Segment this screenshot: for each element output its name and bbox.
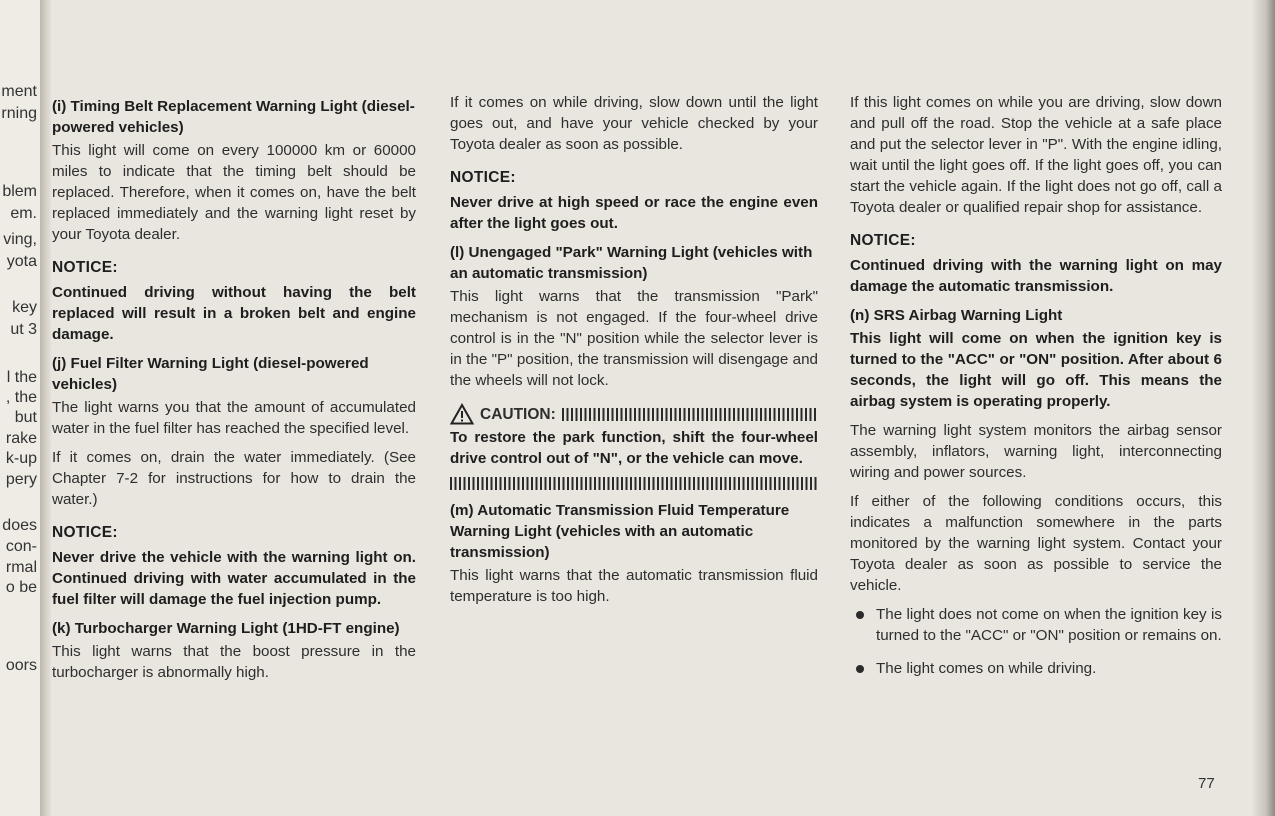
- margin-fragment: rake: [5, 430, 37, 447]
- caution-text: To restore the park function, shift the four-wheel drive control out of "N", or the vehicle can move.: [450, 429, 818, 467]
- malfunction-conditions-intro: If either of the following conditions occurs, this indicates a malfunction somewhere in the parts monitored by the warning light system. Contact your Toyota dealer as soon as possible to service the vehicle.: [850, 493, 1222, 594]
- turbocharger-body: This light warns that the boost pressure in the turbocharger is abnormally high.: [52, 643, 416, 681]
- fuel-filter-heading: (j) Fuel Filter Warning Light (diesel-powered vehicles): [52, 355, 369, 393]
- coolant-continuation-text: If it comes on while driving, slow down until the light goes out, and have your vehicle checked by your Toyota dealer as soon as possible.: [450, 94, 818, 153]
- caution-end-rule: [450, 477, 818, 490]
- turbocharger-heading: (k) Turbocharger Warning Light (1HD-FT engine): [52, 620, 400, 637]
- timing-belt-heading: (i) Timing Belt Replacement Warning Light (diesel-powered vehicles): [52, 98, 415, 136]
- column-2: [450, 92, 818, 615]
- srs-airbag-heading: (n) SRS Airbag Warning Light: [850, 307, 1063, 324]
- margin-fragment: ving,: [3, 231, 37, 248]
- column-1: [52, 92, 416, 691]
- malfunction-conditions-list: [850, 604, 1222, 679]
- warning-triangle-icon: [450, 403, 474, 425]
- notice-label: NOTICE:: [52, 259, 118, 276]
- srs-airbag-bold-text: This light will come on when the ignition key is turned to the "ACC" or "ON" position. After about 6 seconds, the light will go off. This means the airbag system is operating properly.: [850, 330, 1222, 410]
- margin-fragment: yota: [6, 253, 37, 270]
- page-number: 77: [1198, 775, 1215, 792]
- notice-label: NOTICE:: [450, 169, 516, 186]
- notice-label: NOTICE:: [850, 232, 916, 249]
- margin-fragment: rning: [1, 105, 37, 122]
- margin-fragment: blem: [2, 183, 37, 200]
- atf-temperature-heading: (m) Automatic Transmission Fluid Temperature Warning Light (vehicles with an automatic transmission): [450, 502, 790, 561]
- atf-temperature-body: This light warns that the automatic transmission fluid temperature is too high.: [450, 567, 818, 605]
- margin-fragment: o be: [5, 579, 37, 596]
- timing-belt-body: This light will come on every 100000 km or 60000 miles to indicate that the timing belt should be replaced. Therefore, when it comes on, have the belt replaced immediately and the warning light reset by your Toyota dealer.: [52, 142, 416, 243]
- margin-fragment: con-: [5, 538, 37, 555]
- margin-fragment: rmal: [5, 559, 37, 576]
- list-item: The light does not come on when the ignition key is turned to the "ACC" or "ON" position or remains on.: [850, 604, 1222, 646]
- margin-fragment: , the: [5, 389, 37, 406]
- previous-page-edge: [0, 0, 42, 816]
- margin-fragment: does: [2, 517, 37, 534]
- margin-fragment: l the: [6, 369, 37, 386]
- fuel-filter-instructions: If it comes on, drain the water immediately. (See Chapter 7-2 for instructions for how to drain the water.): [52, 449, 416, 508]
- margin-fragment: pery: [5, 471, 37, 488]
- margin-fragment: key: [12, 299, 37, 316]
- margin-fragment: ut 3: [10, 321, 37, 338]
- notice-text: Continued driving without having the belt replaced will result in a broken belt and engine damage.: [52, 284, 416, 343]
- notice-text: Never drive the vehicle with the warning light on. Continued driving with water accumulated in the fuel filter will damage the fuel injection pump.: [52, 549, 416, 608]
- margin-fragment: ment: [1, 83, 37, 100]
- column-3: [850, 92, 1222, 691]
- park-warning-body: This light warns that the transmission "Park" mechanism is not engaged. If the four-wheel drive control is in the "N" position while the selector lever is in the "P" position, the transmission will disengage and the wheels will not lock.: [450, 288, 818, 389]
- notice-label: NOTICE:: [52, 524, 118, 541]
- park-warning-heading: (l) Unengaged "Park" Warning Light (vehicles with an automatic transmission): [450, 244, 813, 282]
- margin-fragment: oors: [5, 657, 37, 674]
- notice-text: Continued driving with the warning light on may damage the automatic transmission.: [850, 257, 1222, 295]
- atf-instructions-text: If this light comes on while you are driving, slow down and pull off the road. Stop the vehicle at a safe place and put the selector lever in "P". With the engine idling, wait until the light goes off. If the light goes off, you can start the vehicle again. If the light does not go off, call a Toyota dealer or qualified repair shop for assistance.: [850, 94, 1222, 216]
- caution-bar-rule: [562, 408, 818, 421]
- margin-fragment: em.: [10, 205, 37, 222]
- srs-airbag-body: The warning light system monitors the airbag sensor assembly, inflators, warning light, interconnecting wiring and power sources.: [850, 422, 1222, 481]
- book-spine-shadow: [40, 0, 52, 816]
- caution-header: [450, 403, 818, 425]
- caution-label: CAUTION:: [480, 405, 556, 423]
- notice-text: Never drive at high speed or race the engine even after the light goes out.: [450, 194, 818, 232]
- list-item: The light comes on while driving.: [850, 658, 1222, 679]
- fuel-filter-body: The light warns you that the amount of accumulated water in the fuel filter has reached the specified level.: [52, 399, 416, 437]
- page-edge-shadow: [1251, 0, 1275, 816]
- margin-fragment: but: [14, 409, 37, 426]
- margin-fragment: k-up: [5, 450, 37, 467]
